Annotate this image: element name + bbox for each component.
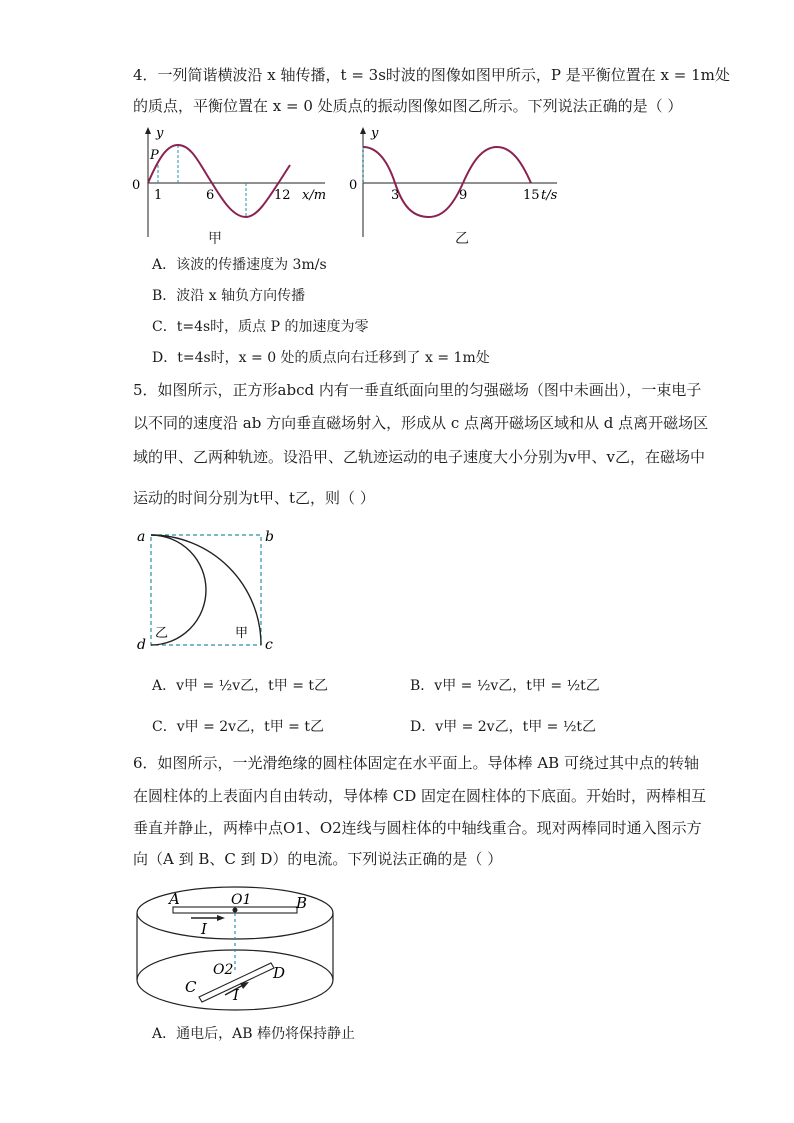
label-O1: O1 (231, 892, 252, 908)
yi-tick-3: 3 (391, 188, 400, 203)
label-jia: 甲 (235, 626, 249, 641)
q5-line-1: 5．如图所示，正方形abcd 内有一垂直纸面向里的匀强磁场（图中未画出），一束电子 (133, 381, 702, 399)
q5-option-c: C．v甲 = 2v乙，t甲 = t乙 (152, 719, 324, 735)
corner-d: d (137, 637, 146, 653)
yi-y-label: y (371, 126, 379, 141)
jia-caption: 甲 (208, 231, 222, 247)
label-yi: 乙 (155, 626, 169, 641)
q4-line-2: 的质点，平衡位置在 x = 0 处质点的振动图像如图乙所示。下列说法正确的是（ ） (133, 97, 683, 115)
label-B: B (296, 894, 308, 912)
yi-origin: 0 (349, 178, 358, 193)
q5-option-b: B．v甲 = ½v乙，t甲 = ½t乙 (410, 678, 600, 694)
q6-line-1: 6．如图所示，一光滑绝缘的圆柱体固定在水平面上。导体棒 AB 可绕过其中点的转轴 (133, 754, 699, 772)
q5-line-2: 以不同的速度沿 ab 方向垂直磁场射入，形成从 c 点离开磁场区域和从 d 点离开磁场区 (133, 414, 709, 432)
jia-point-p: P (150, 148, 159, 163)
wave-graph-jia (130, 125, 330, 245)
label-I-bottom: I (233, 986, 239, 1004)
yi-tick-15: 15 (523, 188, 540, 203)
q5-line-3: 域的甲、乙两种轨迹。设沿甲、乙轨迹运动的电子速度大小分别为v甲、v乙，在磁场中 (133, 448, 705, 466)
corner-b: b (265, 529, 274, 545)
square-field-figure (133, 525, 293, 655)
q4-option-b: B．波沿 x 轴负方向传播 (152, 288, 306, 304)
q4-option-a: A．该波的传播速度为 3m/s (152, 257, 327, 273)
vibration-graph-yi (345, 125, 565, 245)
q6-option-a: A．通电后，AB 棒仍将保持静止 (152, 1026, 355, 1042)
q4-option-d: D．t=4s时，x = 0 处的质点向右迁移到了 x = 1m处 (152, 350, 490, 366)
q6-line-4: 向（A 到 B、C 到 D）的电流。下列说法正确的是（ ） (133, 850, 503, 868)
label-C: C (185, 978, 197, 996)
q4-line-1: 4．一列简谐横波沿 x 轴传播，t = 3s时波的图像如图甲所示，P 是平衡位置在 x = 1m处 (133, 66, 730, 84)
jia-x-label: x/m (302, 188, 327, 203)
label-O2: O2 (213, 962, 234, 978)
vibration-curve (363, 147, 531, 217)
corner-c: c (265, 637, 273, 653)
q6-line-2: 在圆柱体的上表面内自由转动，导体棒 CD 固定在圆柱体的下底面。开始时，两棒相互 (133, 787, 707, 805)
jia-tick-1: 1 (154, 188, 163, 203)
jia-tick-12: 12 (274, 188, 291, 203)
q4-option-c: C．t=4s时，质点 P 的加速度为零 (152, 319, 369, 335)
label-D: D (273, 964, 286, 982)
label-A: A (169, 890, 180, 908)
yi-x-label: t/s (541, 188, 558, 203)
wave-curve (148, 145, 290, 217)
jia-origin: 0 (132, 178, 141, 193)
q5-option-a: A．v甲 = ½v乙，t甲 = t乙 (152, 678, 329, 694)
q5-line-4: 运动的时间分别为t甲、t乙，则（ ） (133, 489, 375, 507)
cylinder-figure (133, 880, 363, 1030)
jia-y-label: y (156, 126, 164, 141)
yi-caption: 乙 (455, 231, 469, 247)
yi-tick-9: 9 (459, 188, 468, 203)
corner-a: a (137, 529, 146, 545)
jia-tick-6: 6 (206, 188, 215, 203)
label-I-top: I (201, 920, 207, 938)
q5-option-d: D．v甲 = 2v乙，t甲 = ½t乙 (410, 719, 597, 735)
q6-line-3: 垂直并静止，两棒中点O1、O2连线与圆柱体的中轴线重合。现对两棒同时通入图示方 (133, 819, 702, 837)
